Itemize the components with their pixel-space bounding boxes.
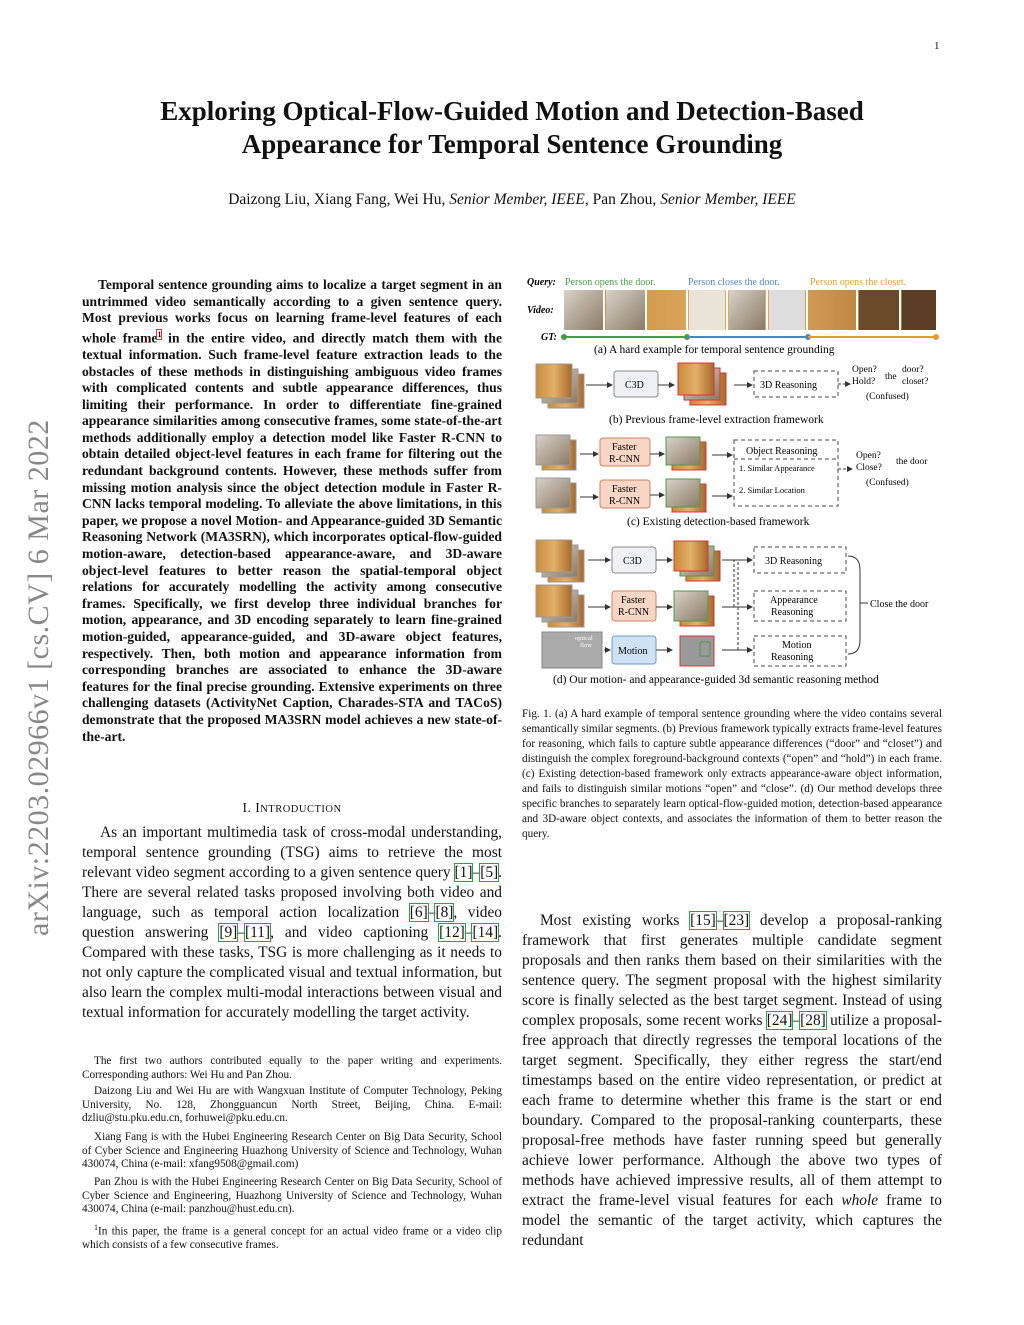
section-first-letter: I: [255, 800, 261, 815]
rcnn-label-d: R-CNN: [618, 607, 650, 618]
similar-appearance: 1. Similar Appearance: [739, 463, 815, 473]
right-text: Most existing works: [540, 912, 691, 929]
query-label: Query:: [527, 277, 556, 288]
footnote-5: [82, 1221, 502, 1253]
object-crops-c: [666, 437, 706, 512]
right-text: utilize a proposal-free approach that directly regresses the temporal locations of the target segment. Specifically, they either regress the start/end timestamps based on the entire video representation, or predict at each frame to determine whether this frame is the start or end boundary. Compared to the proposal-ranking counterparts, these proposal-free methods have faster running speed but generally achieve lower performance. Although the above two types of methods have achieved impressive results, all of them attempt to extract the frame-level visual features for each: [522, 1012, 942, 1209]
citation-link[interactable]: [24]: [766, 1012, 793, 1029]
c3d-label-b: C3D: [625, 380, 644, 391]
intro-text: As an important multimedia task of cross-modal understanding, temporal sentence grounding (TSG) aims to retrieve the most relevant video segment according to a given sentence query: [82, 824, 502, 881]
footnote-2: Daizong Liu and Wei Hu are with Wangxuan Institute of Computer Technology, Peking University, No. 128, Zhongguancun North Street, Beijing, China. E-mail: dzliu@stu.pku.edu.cn, forhuwei@pku.edu.cn.: [82, 1085, 502, 1125]
footnote-4: Pan Zhou is with the Hubei Engineering Research Center on Big Data Security, School of Cyber Science and Engineering, Huazhong University of Science and Technology, Wuhan 430074, China (e-mail: panzhou@hust.edu.cn).: [82, 1176, 502, 1216]
citation-link[interactable]: [1]: [454, 864, 473, 881]
video-frames-strip: [564, 290, 936, 330]
footnote-3: Xiang Fang is with the Hubei Engineering Research Center on Big Data Security, School of Cyber Science and Engineering Huazhong University of Science and Technology, Wuhan 430074, China (e-mail: xfang9508@gmail.com): [82, 1131, 502, 1171]
rcnn-label-c1: R-CNN: [609, 454, 641, 465]
section-rest: NTRODUCTION: [260, 804, 342, 815]
hold-q-b: Hold?: [852, 377, 876, 387]
dash: –: [427, 904, 436, 921]
citation-link[interactable]: [23]: [723, 912, 750, 929]
motion-label-2: Motion: [782, 640, 812, 651]
figure-1: [524, 270, 944, 695]
citation-link[interactable]: [6]: [409, 904, 428, 921]
citation-link[interactable]: [11]: [244, 924, 271, 941]
citation-link[interactable]: [5]: [480, 864, 499, 881]
motion-label-d: Motion: [618, 646, 648, 657]
intro-paragraph: [82, 823, 502, 1023]
authors-part-2: , Pan Zhou,: [584, 191, 661, 208]
close-the-door: Close the door: [870, 599, 929, 610]
caption-c: (c) Existing detection-based framework: [627, 516, 810, 528]
query-segment-3: Person opens the closet.: [810, 277, 907, 288]
footnote-mark[interactable]: 1: [157, 329, 162, 339]
feature-maps-d: [674, 541, 720, 666]
page-number: 1: [934, 40, 940, 52]
appearance-label: Appearance: [770, 595, 818, 606]
caption-a: (a) A hard example for temporal sentence grounding: [594, 344, 835, 356]
close-q-c: Close?: [856, 463, 882, 473]
authors-part-1: Daizong Liu, Xiang Fang, Wei Hu,: [228, 191, 450, 208]
appearance-reasoning-label: Reasoning: [771, 607, 814, 618]
reasoning-3d-label-d: 3D Reasoning: [765, 556, 822, 567]
input-frames-b: [536, 364, 584, 408]
abstract-text-a: Temporal sentence grounding aims to localize a target segment in an untrimmed video semantically according to a given sentence query. Most previous works focus on learning frame-level features of each whole frame: [82, 277, 502, 346]
closet-q-b: closet?: [902, 377, 929, 387]
intro-text: , and video captioning: [270, 924, 440, 941]
intro-text: . There are several related tasks proposed involving both video and language, such as temporal action localization: [82, 864, 502, 921]
dash: –: [715, 912, 724, 929]
rcnn-label-c2: R-CNN: [609, 496, 641, 507]
the-b: the: [885, 372, 897, 382]
dash: –: [237, 924, 245, 941]
c3d-label-d: C3D: [623, 556, 642, 567]
input-frames-d: [536, 540, 602, 668]
query-segment-2: Person closes the door.: [688, 277, 780, 288]
feature-maps-b: [678, 363, 726, 405]
input-frames-c: [536, 435, 576, 513]
right-text: develop a proposal-ranking framework that first generates multiple candidate segment proposals and then ranks them based on their similarities with the sentence query. The segment proposal with the highest similarity score is finally selected as the best target segment. Instead of using complex proposals, some recent works: [522, 912, 942, 1029]
faster-label-c2: Faster: [612, 484, 637, 495]
authors: [100, 191, 924, 209]
intro-text: , video question answering: [82, 904, 502, 941]
caption-d: (d) Our motion- and appearance-guided 3d semantic reasoning method: [553, 674, 879, 686]
confused-b: (Confused): [866, 392, 909, 402]
motion-reasoning-label: Reasoning: [771, 652, 814, 663]
figure-caption: Fig. 1. (a) A hard example of temporal sentence grounding where the video contains several semantically similar segments. (b) Previous framework typically extracts frame-level features for reasoning, which fails to capture subtle appearance differences (“door” and “closet”) and distinguish the complex foreground-background contexts (“open” and “hold”) in each frame. (c) Existing detection-based framework only extracts appearance-aware object information, and fails to distinguish similar motions “open” and “close”. (d) Our method develops three specific branches to separately learn optical-flow-guided motion, detection-based appearance and 3D-aware object contexts, and associates the information of them to better reason the query.: [522, 708, 942, 840]
open-q-b: Open?: [852, 365, 877, 375]
door-q-b: door?: [902, 365, 924, 375]
section-number: I.: [242, 800, 256, 815]
author-role-1: Senior Member, IEEE: [449, 191, 585, 208]
abstract: [82, 277, 502, 745]
flow-label: flow: [580, 642, 592, 649]
query-segment-1: Person opens the door.: [565, 277, 656, 288]
footnote-5-text: In this paper, the frame is a general concept for an actual video frame or a video clip which consists of a few consecutive frames.: [82, 1225, 502, 1252]
author-role-2: Senior Member, IEEE: [660, 191, 796, 208]
abstract-text-b: in the entire video, and directly match them with the textual information. Such frame-level feature extraction leads to the obstacles of these methods in distinguishing ambiguous video frames with complicated contents and subtle appearance differences, thus limiting their performance. In order to differentiate fine-grained appearance similarities among consecutive frames, some state-of-the-art methods additionally employ a detection model like Faster R-CNN to obtain detailed object-level features in each frame for filtering out the redundant background contents. However, these methods suffer from missing motion analysis since the object detection module in Faster R-CNN lacks temporal modeling. To alleviate the above limitations, in this paper, we propose a novel Motion- and Appearance-guided 3D Semantic Reasoning Network (MA3SRN), which incorporates optical-flow-guided motion-aware, detection-based appearance-aware, and 3D-aware object-level features to better reason the spatial-temporal object relations for accurately modelling the activity among consecutive frames. Specifically, we first develop three individual branches for motion, appearance, and 3D encoding separately to learn fine-grained motion-guided, appearance-guided, and 3D-aware object features, respectively. Then, both motion and appearance information from corresponding branches are associated to enhance the 3D-aware features for the final precise grounding. Extensive experiments on three challenging datasets (ActivityNet Caption, Charades-STA and TACoS) demonstrate that the proposed MA3SRN model achieves a new state-of-the-art.: [82, 330, 502, 744]
faster-label-c1: Faster: [612, 442, 637, 453]
intro-text: . Compared with these tasks, TSG is more challenging as it needs to not only capture the complicated visual and textual information, but also learn the complex multi-modal interactions between visual and textual information for accurately modelling the target activity.: [82, 924, 502, 1021]
video-label: Video:: [527, 305, 554, 316]
object-reasoning-label: Object Reasoning: [746, 446, 818, 457]
dash: –: [464, 924, 473, 941]
title-line-1: Exploring Optical-Flow-Guided Motion and Detection-Based: [160, 96, 864, 126]
reasoning-label-b: 3D Reasoning: [760, 380, 817, 391]
faster-label-d: Faster: [621, 595, 646, 606]
emphasis-whole: whole: [841, 1192, 879, 1209]
citation-link[interactable]: [9]: [219, 924, 238, 941]
right-text: frame to model the semantic of the target activity, which captures the redundant: [522, 1192, 942, 1249]
citation-link[interactable]: [12]: [439, 924, 465, 941]
footnote-5-mark: 1: [94, 1223, 98, 1232]
title-line-2: Appearance for Temporal Sentence Grounding: [241, 129, 783, 159]
gt-label: GT:: [541, 332, 557, 343]
right-column-paragraph: [522, 911, 942, 1251]
ground-truth-bar: [561, 334, 939, 340]
citation-link[interactable]: [14]: [472, 924, 499, 941]
citation-link[interactable]: [8]: [435, 904, 454, 921]
confused-c: (Confused): [866, 478, 909, 488]
dash: –: [472, 864, 481, 881]
optical-label: optical: [575, 635, 593, 642]
open-q-c: Open?: [856, 451, 881, 461]
the-door-c: the door: [896, 457, 928, 467]
caption-b: (b) Previous frame-level extraction framework: [609, 414, 824, 426]
section-heading: [82, 800, 502, 816]
similar-location: 2. Similar Location: [739, 485, 805, 495]
paper-title: [100, 95, 924, 161]
arxiv-stamp: arXiv:2203.02966v1 [cs.CV] 6 Mar 2022: [22, 419, 55, 936]
footnote-1: The first two authors contributed equally to the paper writing and experiments. Corresponding authors: Wei Hu and Pan Zhou.: [82, 1055, 502, 1081]
citation-link[interactable]: [28]: [800, 1012, 826, 1029]
dash: –: [792, 1012, 801, 1029]
citation-link[interactable]: [15]: [690, 912, 716, 929]
